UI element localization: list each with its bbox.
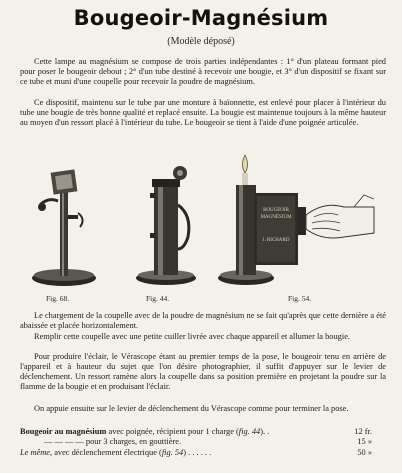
figure-68-caption: Fig. 68. — [46, 294, 70, 303]
chargement-paragraph: Le chargement de la coupelle avec de la poudre de magnésium ne se fait qu'après que cette dernière a été abaissée et placée horizontalement. — [20, 311, 386, 331]
intro-paragraph: Cette lampe au magnésium se compose de trois parties indépendantes : 1° d'un plateau formant pied pour poser le bougeoir debout ; 2° d'un tube destiné à recevoir une bougie, et 3° d'un dispositif se fixant sur ce tube et muni d'une coupelle pour recevoir la poudre de magnésium. — [20, 57, 386, 87]
price-row-2-description: — — — — pour 3 charges, en gouttière. — [44, 437, 182, 446]
figure-44-caption: Fig. 44. — [146, 294, 170, 303]
figure-44-illustration — [128, 145, 208, 295]
figure-68-illustration — [22, 145, 112, 295]
price-row-2-amount: 15 » — [357, 437, 372, 446]
figure-54-caption: Fig. 54. — [288, 294, 312, 303]
device-label-line-3: J. RICHARD — [262, 238, 290, 243]
device-label-line-2: MAGNÉSIUM — [260, 215, 292, 220]
price-row-3-amount: 50 » — [357, 448, 372, 457]
device-label-line-1: BOUGEOIR — [263, 208, 289, 213]
price-row-3-description: Le même, avec déclenchement électrique (fig. 54) . . . . . . — [20, 448, 212, 457]
price-row-1-amount: 12 fr. — [354, 427, 372, 436]
remplir-paragraph: Remplir cette coupelle avec une petite cuiller livrée avec chaque appareil et allumer la bougie. — [34, 332, 351, 341]
dispositif-paragraph: Ce dispositif, maintenu sur le tube par une monture à baïonnette, est enlevé pour placer à l'intérieur du tube une bougie de très bonne qualité et replacé ensuite. La bougie est maintenue toujours à la même hauteur au moyen d'un ressort placé à l'intérieur du tube. Le bougeoir se tient à l'aide d'une poignée articulée. — [20, 98, 386, 128]
price-row-1-description: Bougeoir au magnésium avec poignée, récipient pour 1 charge (fig. 44). . — [20, 427, 270, 436]
page-title: Bougeoir-Magnésium — [73, 6, 329, 30]
page-subtitle: (Modèle déposé) — [167, 36, 235, 47]
eclair-paragraph: Pour produire l'éclair, le Vérascope étant au premier temps de la pose, le bougeoir tenu en arrière de l'appareil et à hauteur du sujet que l'on désire photographier, il suffit d'appuyer sur le levier de déclenchement. Un ressort ramène alors la coupelle dans sa position première en projetant la poudre sur la flamme de la bougie et en produisant l'éclair. — [20, 352, 386, 392]
appuie-paragraph: On appuie ensuite sur le levier de déclenchement du Vérascope comme pour terminer la pose. — [34, 404, 349, 413]
figure-54-illustration — [214, 145, 384, 295]
